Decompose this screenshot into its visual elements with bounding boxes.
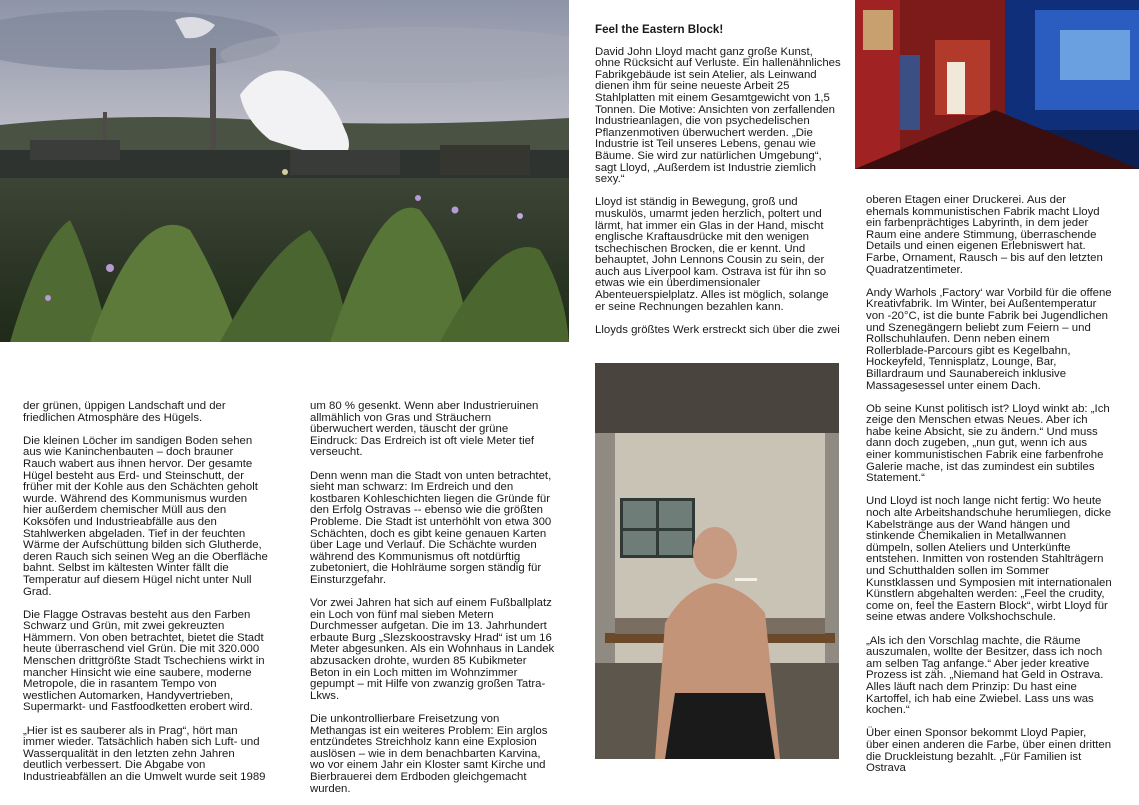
paragraph: Und Lloyd ist noch lange nicht fertig: Wo heute noch alte Arbeitshandschuhe herumliegen, dicke Kabelstränge aus der Wand hängen und stinkende Chemikalien in Metallwannen dümpeln, sollen Ateliers und Unterkünfte entstehen. Inmitten von rostenden Stahlträgern und Schutthalden sollen im Sommer Kunstklassen und Symposien mit internationalen Künstlern abgehalten werden: „Feel the crudity, come on, feel the Eastern Block“, wirbt Lloyd für seine etwas andere Volkshochschule.	[866, 495, 1112, 624]
paragraph: Vor zwei Jahren hat sich auf einem Fußballplatz ein Loch von fünf mal sieben Metern Durchmesser aufgetan. Die im 13. Jahrhundert erbaute Burg „Slezskoostravsky Hrad“ ist um 16 Meter abgesunken. Als ein Wohnhaus in Landek abzusacken drohte, wurden 85 Kubikmeter Beton in ein Loch mitten im Wohnzimmer gepumpt – mit Hilfe von zwanzig großen Tatra-Lkws.	[310, 597, 555, 702]
factory-interior-photo	[855, 0, 1139, 169]
paragraph: Ob seine Kunst politisch ist? Lloyd winkt ab: „Ich zeige den Menschen etwas Neues. Aber ich habe keine Absicht, sie zu ändern.“ Und muss dann doch zugeben, „nun gut, wenn ich aus einer kommunistischen Fabrik eine farbenfrohe Galerie mache, ist das zumindest ein subtiles Statement.“	[866, 402, 1110, 485]
text-column-1	[23, 401, 269, 784]
text-column-2	[310, 401, 556, 795]
paragraph: Denn wenn man die Stadt von unten betrachtet, sieht man schwarz: Im Erdreich und den kostbaren Kohleschichten liegen die Gründe für den Erfolg Ostravas -- ebenso wie die größten Probleme. Die Stadt ist unterhöhlt von etwa 300 Schächten, doch es gibt keine genauen Karten über Lage und Verlauf. Die Schächte wurden während des Kommunismus oft notdürftig zubetoniert, die Hohlräume sorgen ständig für Einsturzgefahr.	[310, 469, 552, 586]
industrial-landscape-photo	[0, 0, 569, 342]
text-column-4	[866, 195, 1112, 775]
paragraph: Die unkontrollierbare Freisetzung von Methangas ist ein weiteres Problem: Ein arglos entzündetes Streichholz kann eine Explosion auslösen – wie in dem benachbarten Karvina, wo vor einem Jahr ein Kloster samt Kirche und Bierbrauerei dem Erdboden gleichgemacht wurden.	[310, 713, 548, 795]
paragraph: Lloyds größtes Werk erstreckt sich über die zwei	[595, 323, 840, 336]
paragraph: Die Flagge Ostravas besteht aus den Farben Schwarz und Grün, mit zwei gekreuzten Hämmern. Von oben betrachtet, bietet die Stadt heute überraschend viel Grün. Die mit 320.000 Menschen drittgrößte Stadt Tschechiens wirkt in mancher Hinsicht wie eine saubere, moderne Metropole, die in rasantem Tempo von westlichen Automarken, Handyvertrieben, Supermarkt- und Fastfoodketten erobert wird.	[23, 608, 265, 714]
paragraph: „Hier ist es sauberer als in Prag“, hört man immer wieder. Tatsächlich haben sich Luft- und Wasserqualität in den letzten zehn Jahren deutlich verbessert. Die Abgabe von Industrieabfällen an die Umwelt wurde seit 1989	[23, 724, 266, 783]
paragraph: der grünen, üppigen Landschaft und der friedlichen Atmosphäre des Hügels.	[23, 400, 226, 424]
section-headline: Feel the Eastern Block!	[595, 23, 724, 36]
paragraph: Über einen Sponsor bekommt Lloyd Papier, über einen anderen die Farbe, über einen dritten die Druckleistung bezahlt. „Für Familien ist Ostrava	[866, 727, 1112, 775]
paragraph: Die kleinen Löcher im sandigen Boden sehen aus wie Kaninchenbauten – doch brauner Rauch wabert aus ihnen hervor. Der gesamte Hügel besteht aus Erd- und Steinschutt, der früher mit der Kohle aus den Schächten geholt wurde. Während des Kommunismus wurden hier außerdem chemischer Müll aus den Koksöfen und Industrieabfälle aus den Stahlwerken abgeladen. Tief in der feuchten Wärme der Aufschüttung bilden sich Glutherde, deren Rauch sich seinen Weg an die Oberfläche bahnt. Selbst im kältesten Winter fällt die Temperatur auf diesem Hügel nicht unter Null Grad.	[23, 434, 268, 598]
man-smoking-photo	[595, 363, 839, 759]
paragraph: „Als ich den Vorschlag machte, die Räume auszumalen, wollte der Besitzer, dass ich noch am selben Tag anfange.“ Aber jeder kreative Prozess ist zäh. „Niemand hat Geld in Ostrava. Alles läuft nach dem Prinzip: Du hast eine Kartoffel, ich hab eine Zwiebel. Lass uns was kochen.“	[866, 634, 1104, 717]
paragraph: oberen Etagen einer Druckerei. Aus der ehemals kommunistischen Fabrik macht Lloyd ein farbenprächtiges Labyrinth, in dem jeder Raum eine andere Stimmung, überraschende Details und einen eigenen Erlebniswert hat. Farbe, Ornament, Rausch – bis auf den letzten Quadratzentimeter.	[866, 194, 1103, 276]
text-column-3	[595, 24, 841, 336]
paragraph: um 80 % gesenkt. Wenn aber Industrieruinen allmählich von Gras und Sträuchern überwuchert werden, täuscht der grüne Eindruck: Das Erdreich ist oft viele Meter tief verseucht.	[310, 400, 539, 459]
paragraph: David John Lloyd macht ganz große Kunst, ohne Rücksicht auf Verluste. Ein hallenähnliches Fabrikgebäude ist sein Atelier, als Leinwand dienen ihm für seine neueste Arbeit 25 Stahlplatten mit einem Gesamtgewicht von 1,5 Tonnen. Die Motive: Ansichten von zerfallenden Industrieanlagen, die von psychedelischen Pflanzenmotiven überwuchert werden. „Die Industrie ist Teil unseres Lebens, genau wie Bäume. Sie wird zur natürlichen Umgebung“, sagt Lloyd, „Außerdem ist Industrie ziemlich sexy.“	[595, 45, 841, 186]
paragraph: Lloyd ist ständig in Bewegung, groß und muskulös, umarmt jeden herzlich, poltert und lärmt, hat immer ein Glas in der Hand, mischt englische Kraftausdrücke mit den wenigen tschechischen Brocken, die er kennt. Und behauptet, John Lennons Cousin zu sein, der auch aus Liverpool kam. Ostrava ist für ihn so etwas wie ein überdimensionaler Abenteuerspielplatz. Alles ist möglich, solange er seine Rechnungen bezahlen kann.	[595, 196, 829, 313]
paragraph: Andy Warhols ‚Factory‘ war Vorbild für die offene Kreativfabrik. Im Winter, bei Außentemperatur von -20°C, ist die bunte Fabrik bei Jugendlichen und Szenegängern beliebt zum Feiern – und Rollschuhlaufen. Denn neben einem Rollerblade-Parcours gibt es Kegelbahn, Hockeyfeld, Tennisplatz, Lounge, Bar, Billardraum und Saunabereich inklusive Massagesessel unter einem Dach.	[866, 286, 1112, 392]
